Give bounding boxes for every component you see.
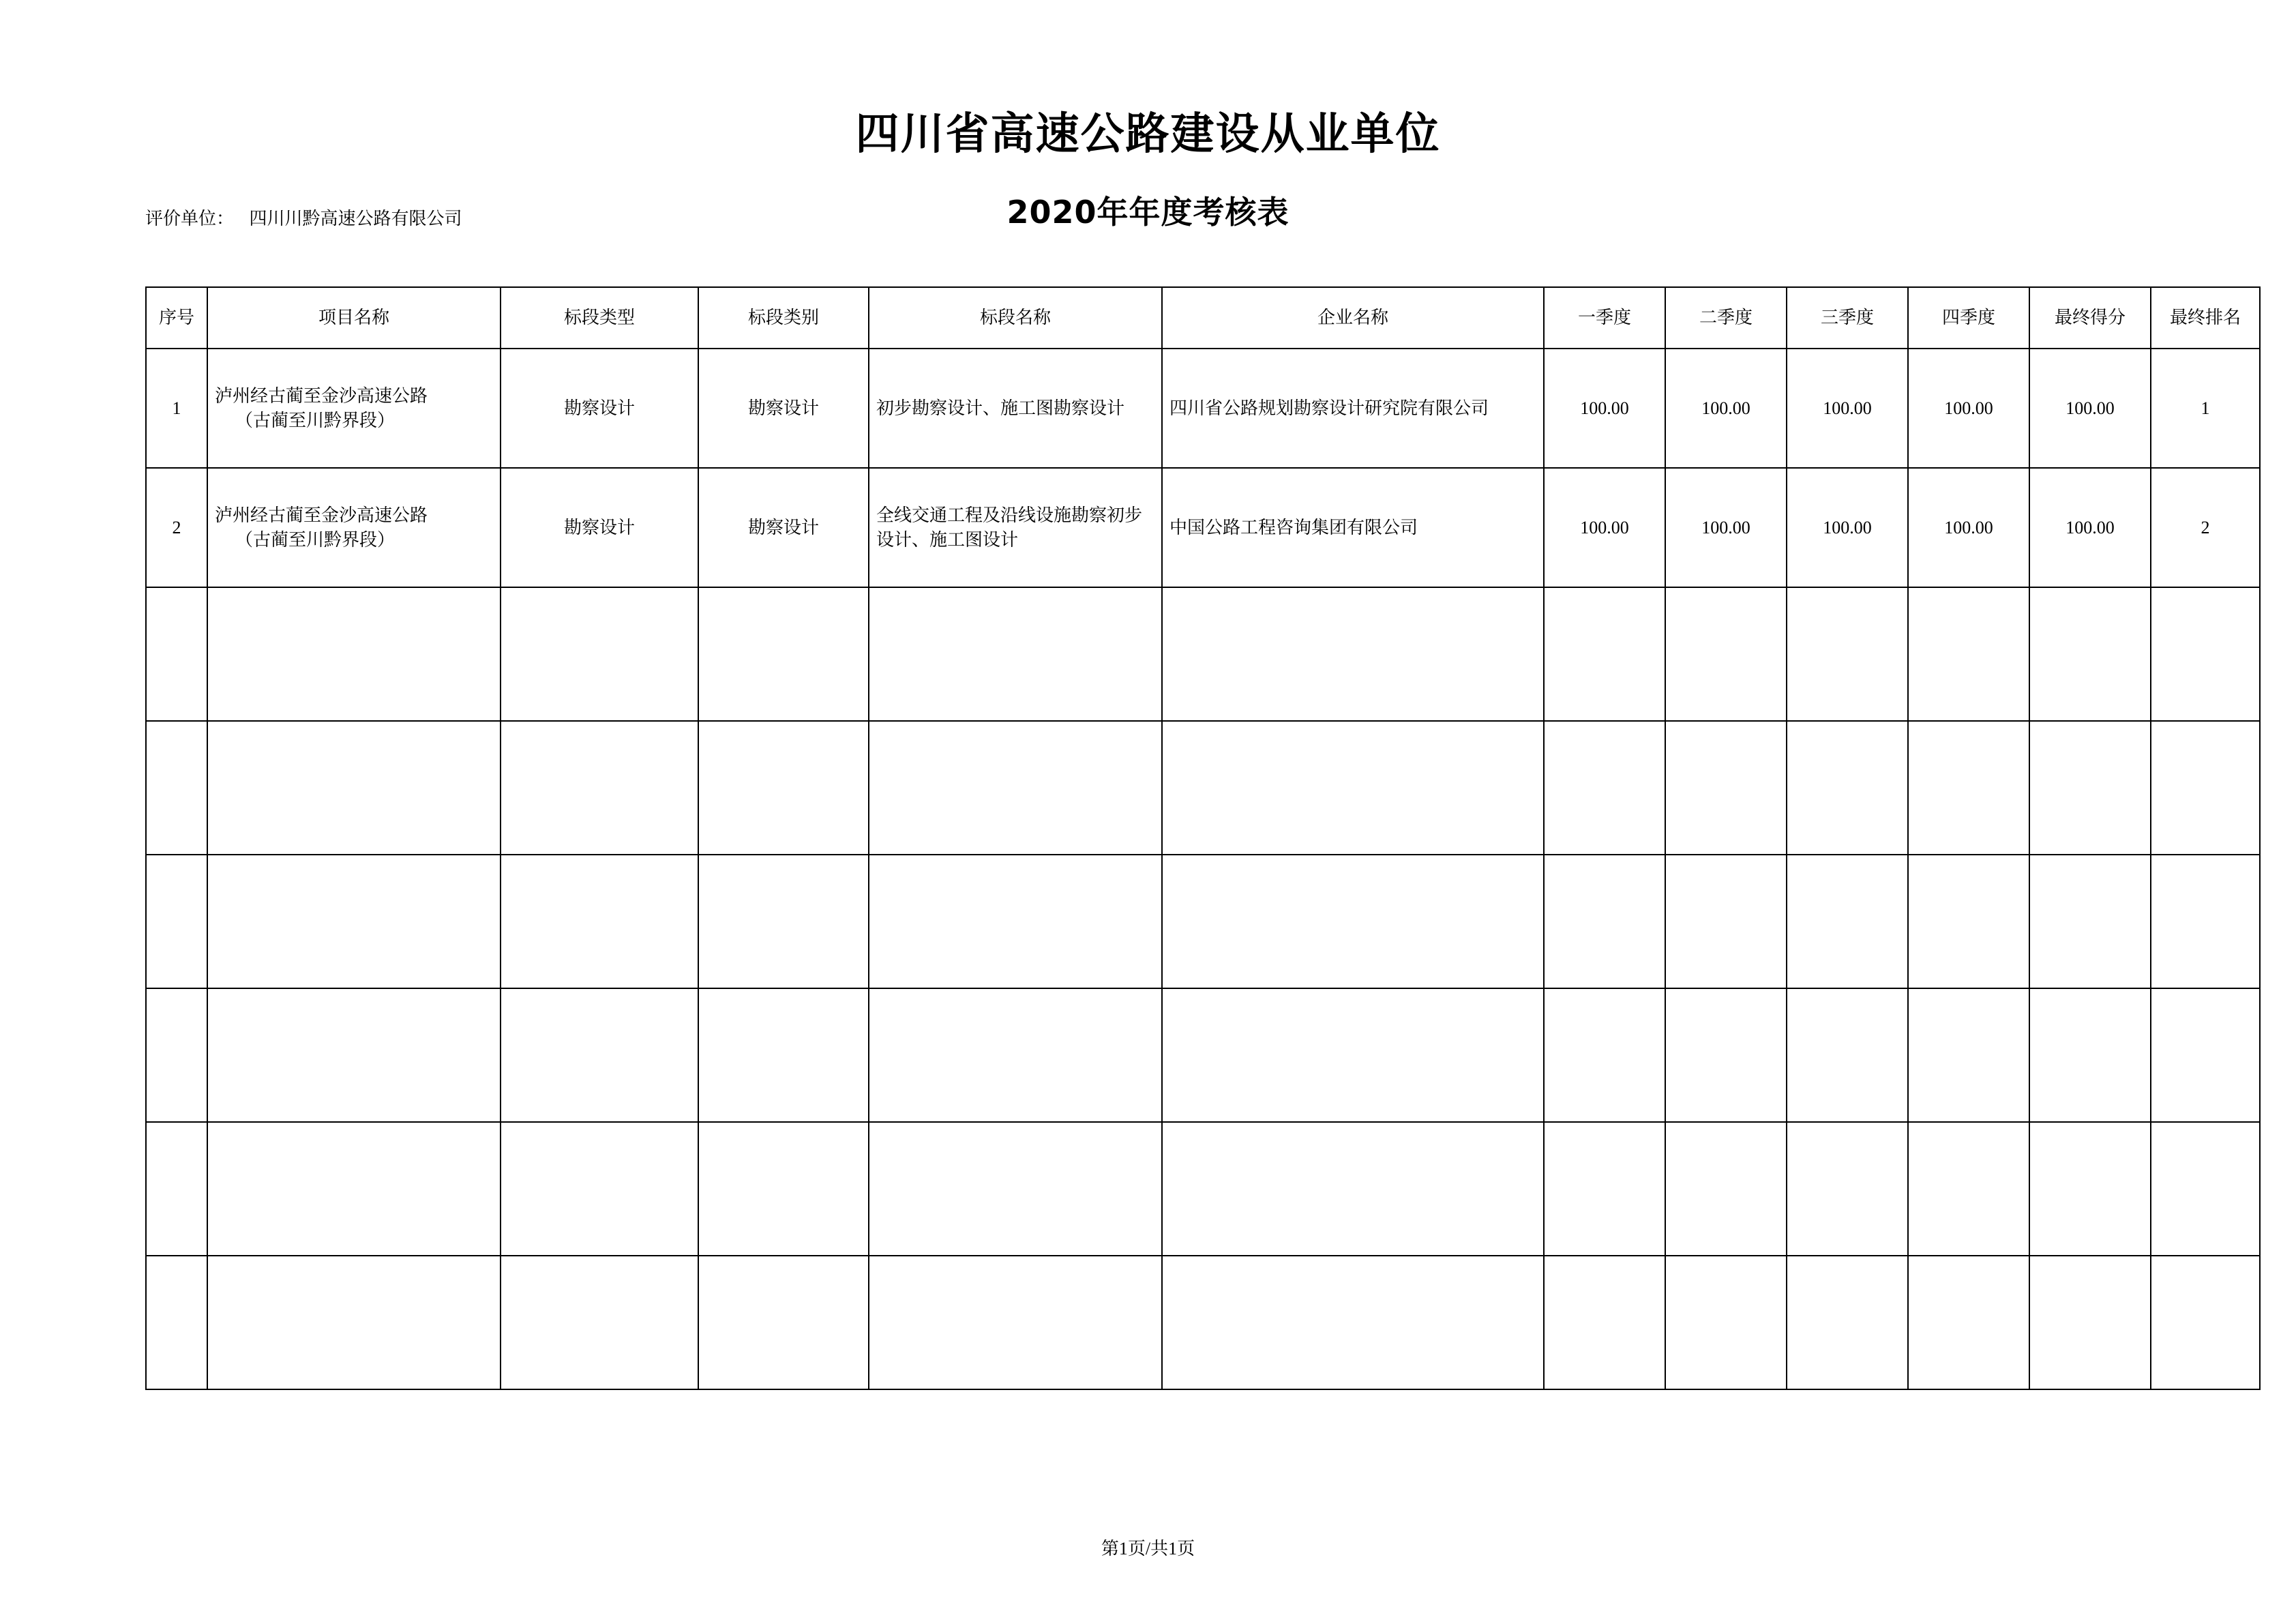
cell-empty	[1908, 988, 2029, 1122]
cell-empty	[146, 1122, 207, 1256]
cell-empty	[1908, 721, 2029, 855]
cell-empty	[1162, 855, 1544, 988]
cell-empty	[146, 721, 207, 855]
cell-q3: 100.00	[1787, 468, 1908, 587]
cell-seq: 2	[146, 468, 207, 587]
cell-q4: 100.00	[1908, 349, 2029, 468]
cell-section-category: 勘察设计	[698, 349, 869, 468]
cell-empty	[1908, 855, 2029, 988]
cell-empty	[2151, 587, 2260, 721]
cell-empty	[869, 988, 1162, 1122]
cell-empty	[1908, 587, 2029, 721]
cell-empty	[1162, 1256, 1544, 1389]
cell-empty	[2029, 1256, 2151, 1389]
cell-empty	[207, 1122, 501, 1256]
cell-empty	[2029, 587, 2151, 721]
cell-empty	[869, 855, 1162, 988]
table-row	[146, 468, 2260, 587]
cell-seq: 1	[146, 349, 207, 468]
cell-empty	[207, 721, 501, 855]
table-row-empty	[146, 988, 2260, 1122]
cell-final-score: 100.00	[2029, 349, 2151, 468]
cell-section-type: 勘察设计	[501, 349, 698, 468]
cell-section-name: 初步勘察设计、施工图勘察设计	[869, 349, 1162, 468]
cell-empty	[698, 855, 869, 988]
evaluation-unit-value: 四川川黔高速公路有限公司	[249, 209, 462, 228]
cell-project-name	[207, 468, 501, 587]
cell-project-name-line1: 泸州经古蔺至金沙高速公路	[215, 386, 428, 407]
cell-q2: 100.00	[1665, 349, 1787, 468]
cell-empty	[207, 587, 501, 721]
cell-q3: 100.00	[1787, 349, 1908, 468]
cell-empty	[698, 1256, 869, 1389]
cell-empty	[869, 1122, 1162, 1256]
cell-project-name	[207, 349, 501, 468]
cell-empty	[1665, 721, 1787, 855]
cell-empty	[698, 587, 869, 721]
cell-project-name-line2: （古蔺至川黔界段）	[235, 410, 396, 430]
cell-empty	[501, 988, 698, 1122]
cell-empty	[1162, 1122, 1544, 1256]
cell-final-rank: 1	[2151, 349, 2260, 468]
cell-empty	[1544, 855, 1665, 988]
cell-empty	[2029, 855, 2151, 988]
cell-empty	[1787, 855, 1908, 988]
column-header-q2: 二季度	[1665, 287, 1787, 349]
page-title: 四川省高速公路建设从业单位	[855, 109, 1441, 160]
table-header	[146, 287, 2260, 349]
cell-project-name-line1: 泸州经古蔺至金沙高速公路	[215, 505, 428, 526]
column-header-final-rank: 最终排名	[2151, 287, 2260, 349]
cell-empty	[2151, 1122, 2260, 1256]
column-header-enterprise-name: 企业名称	[1162, 287, 1544, 349]
cell-empty	[1908, 1122, 2029, 1256]
page-subtitle: 2020年年度考核表	[1007, 194, 1289, 231]
cell-empty	[2029, 721, 2151, 855]
cell-empty	[207, 855, 501, 988]
cell-empty	[1544, 721, 1665, 855]
cell-q1: 100.00	[1544, 349, 1665, 468]
cell-empty	[698, 1122, 869, 1256]
cell-empty	[1787, 721, 1908, 855]
cell-empty	[501, 1256, 698, 1389]
cell-empty	[1544, 587, 1665, 721]
table-row	[146, 349, 2260, 468]
cell-empty	[146, 1256, 207, 1389]
cell-empty	[1665, 587, 1787, 721]
cell-empty	[869, 587, 1162, 721]
cell-empty	[1544, 1122, 1665, 1256]
cell-empty	[501, 1122, 698, 1256]
table-row-empty	[146, 855, 2260, 988]
cell-section-type: 勘察设计	[501, 468, 698, 587]
cell-empty	[1665, 1256, 1787, 1389]
cell-empty	[2029, 1122, 2151, 1256]
column-header-seq: 序号	[146, 287, 207, 349]
cell-empty	[1162, 988, 1544, 1122]
cell-section-name: 全线交通工程及沿线设施勘察初步设计、施工图设计	[869, 468, 1162, 587]
cell-empty	[2151, 855, 2260, 988]
cell-section-category: 勘察设计	[698, 468, 869, 587]
cell-empty	[1665, 855, 1787, 988]
table-body	[146, 349, 2260, 1389]
cell-q2: 100.00	[1665, 468, 1787, 587]
cell-empty	[698, 721, 869, 855]
column-header-final-score: 最终得分	[2029, 287, 2151, 349]
table-row-empty	[146, 721, 2260, 855]
column-header-q3: 三季度	[1787, 287, 1908, 349]
cell-q4: 100.00	[1908, 468, 2029, 587]
cell-empty	[501, 721, 698, 855]
cell-empty	[146, 988, 207, 1122]
cell-enterprise-name: 四川省公路规划勘察设计研究院有限公司	[1162, 349, 1544, 468]
cell-empty	[2151, 721, 2260, 855]
column-header-section-category: 标段类别	[698, 287, 869, 349]
table-row-empty	[146, 1256, 2260, 1389]
cell-empty	[1665, 988, 1787, 1122]
column-header-project-name: 项目名称	[207, 287, 501, 349]
cell-empty	[869, 1256, 1162, 1389]
table-header-row	[146, 287, 2260, 349]
cell-empty	[1787, 988, 1908, 1122]
cell-empty	[1162, 587, 1544, 721]
column-header-q1: 一季度	[1544, 287, 1665, 349]
cell-q1: 100.00	[1544, 468, 1665, 587]
evaluation-unit-label: 评价单位：	[145, 209, 235, 228]
cell-empty	[1162, 721, 1544, 855]
cell-empty	[146, 587, 207, 721]
cell-empty	[698, 988, 869, 1122]
cell-empty	[1665, 1122, 1787, 1256]
cell-empty	[1787, 587, 1908, 721]
cell-empty	[869, 721, 1162, 855]
page-footer: 第1页/共1页	[1101, 1539, 1195, 1559]
column-header-section-type: 标段类型	[501, 287, 698, 349]
cell-empty	[1787, 1122, 1908, 1256]
cell-empty	[2151, 1256, 2260, 1389]
cell-empty	[501, 855, 698, 988]
cell-empty	[1787, 1256, 1908, 1389]
cell-final-score: 100.00	[2029, 468, 2151, 587]
table-row-empty	[146, 1122, 2260, 1256]
column-header-q4: 四季度	[1908, 287, 2029, 349]
cell-empty	[1544, 988, 1665, 1122]
table-row-empty	[146, 587, 2260, 721]
cell-empty	[2151, 988, 2260, 1122]
cell-empty	[501, 587, 698, 721]
assessment-table	[145, 286, 2261, 1390]
cell-empty	[146, 855, 207, 988]
cell-final-rank: 2	[2151, 468, 2260, 587]
cell-empty	[1544, 1256, 1665, 1389]
cell-enterprise-name: 中国公路工程咨询集团有限公司	[1162, 468, 1544, 587]
evaluation-unit	[145, 205, 462, 230]
cell-empty	[207, 988, 501, 1122]
cell-project-name-line2: （古蔺至川黔界段）	[235, 529, 396, 550]
column-header-section-name: 标段名称	[869, 287, 1162, 349]
cell-empty	[2029, 988, 2151, 1122]
cell-empty	[1908, 1256, 2029, 1389]
cell-empty	[207, 1256, 501, 1389]
